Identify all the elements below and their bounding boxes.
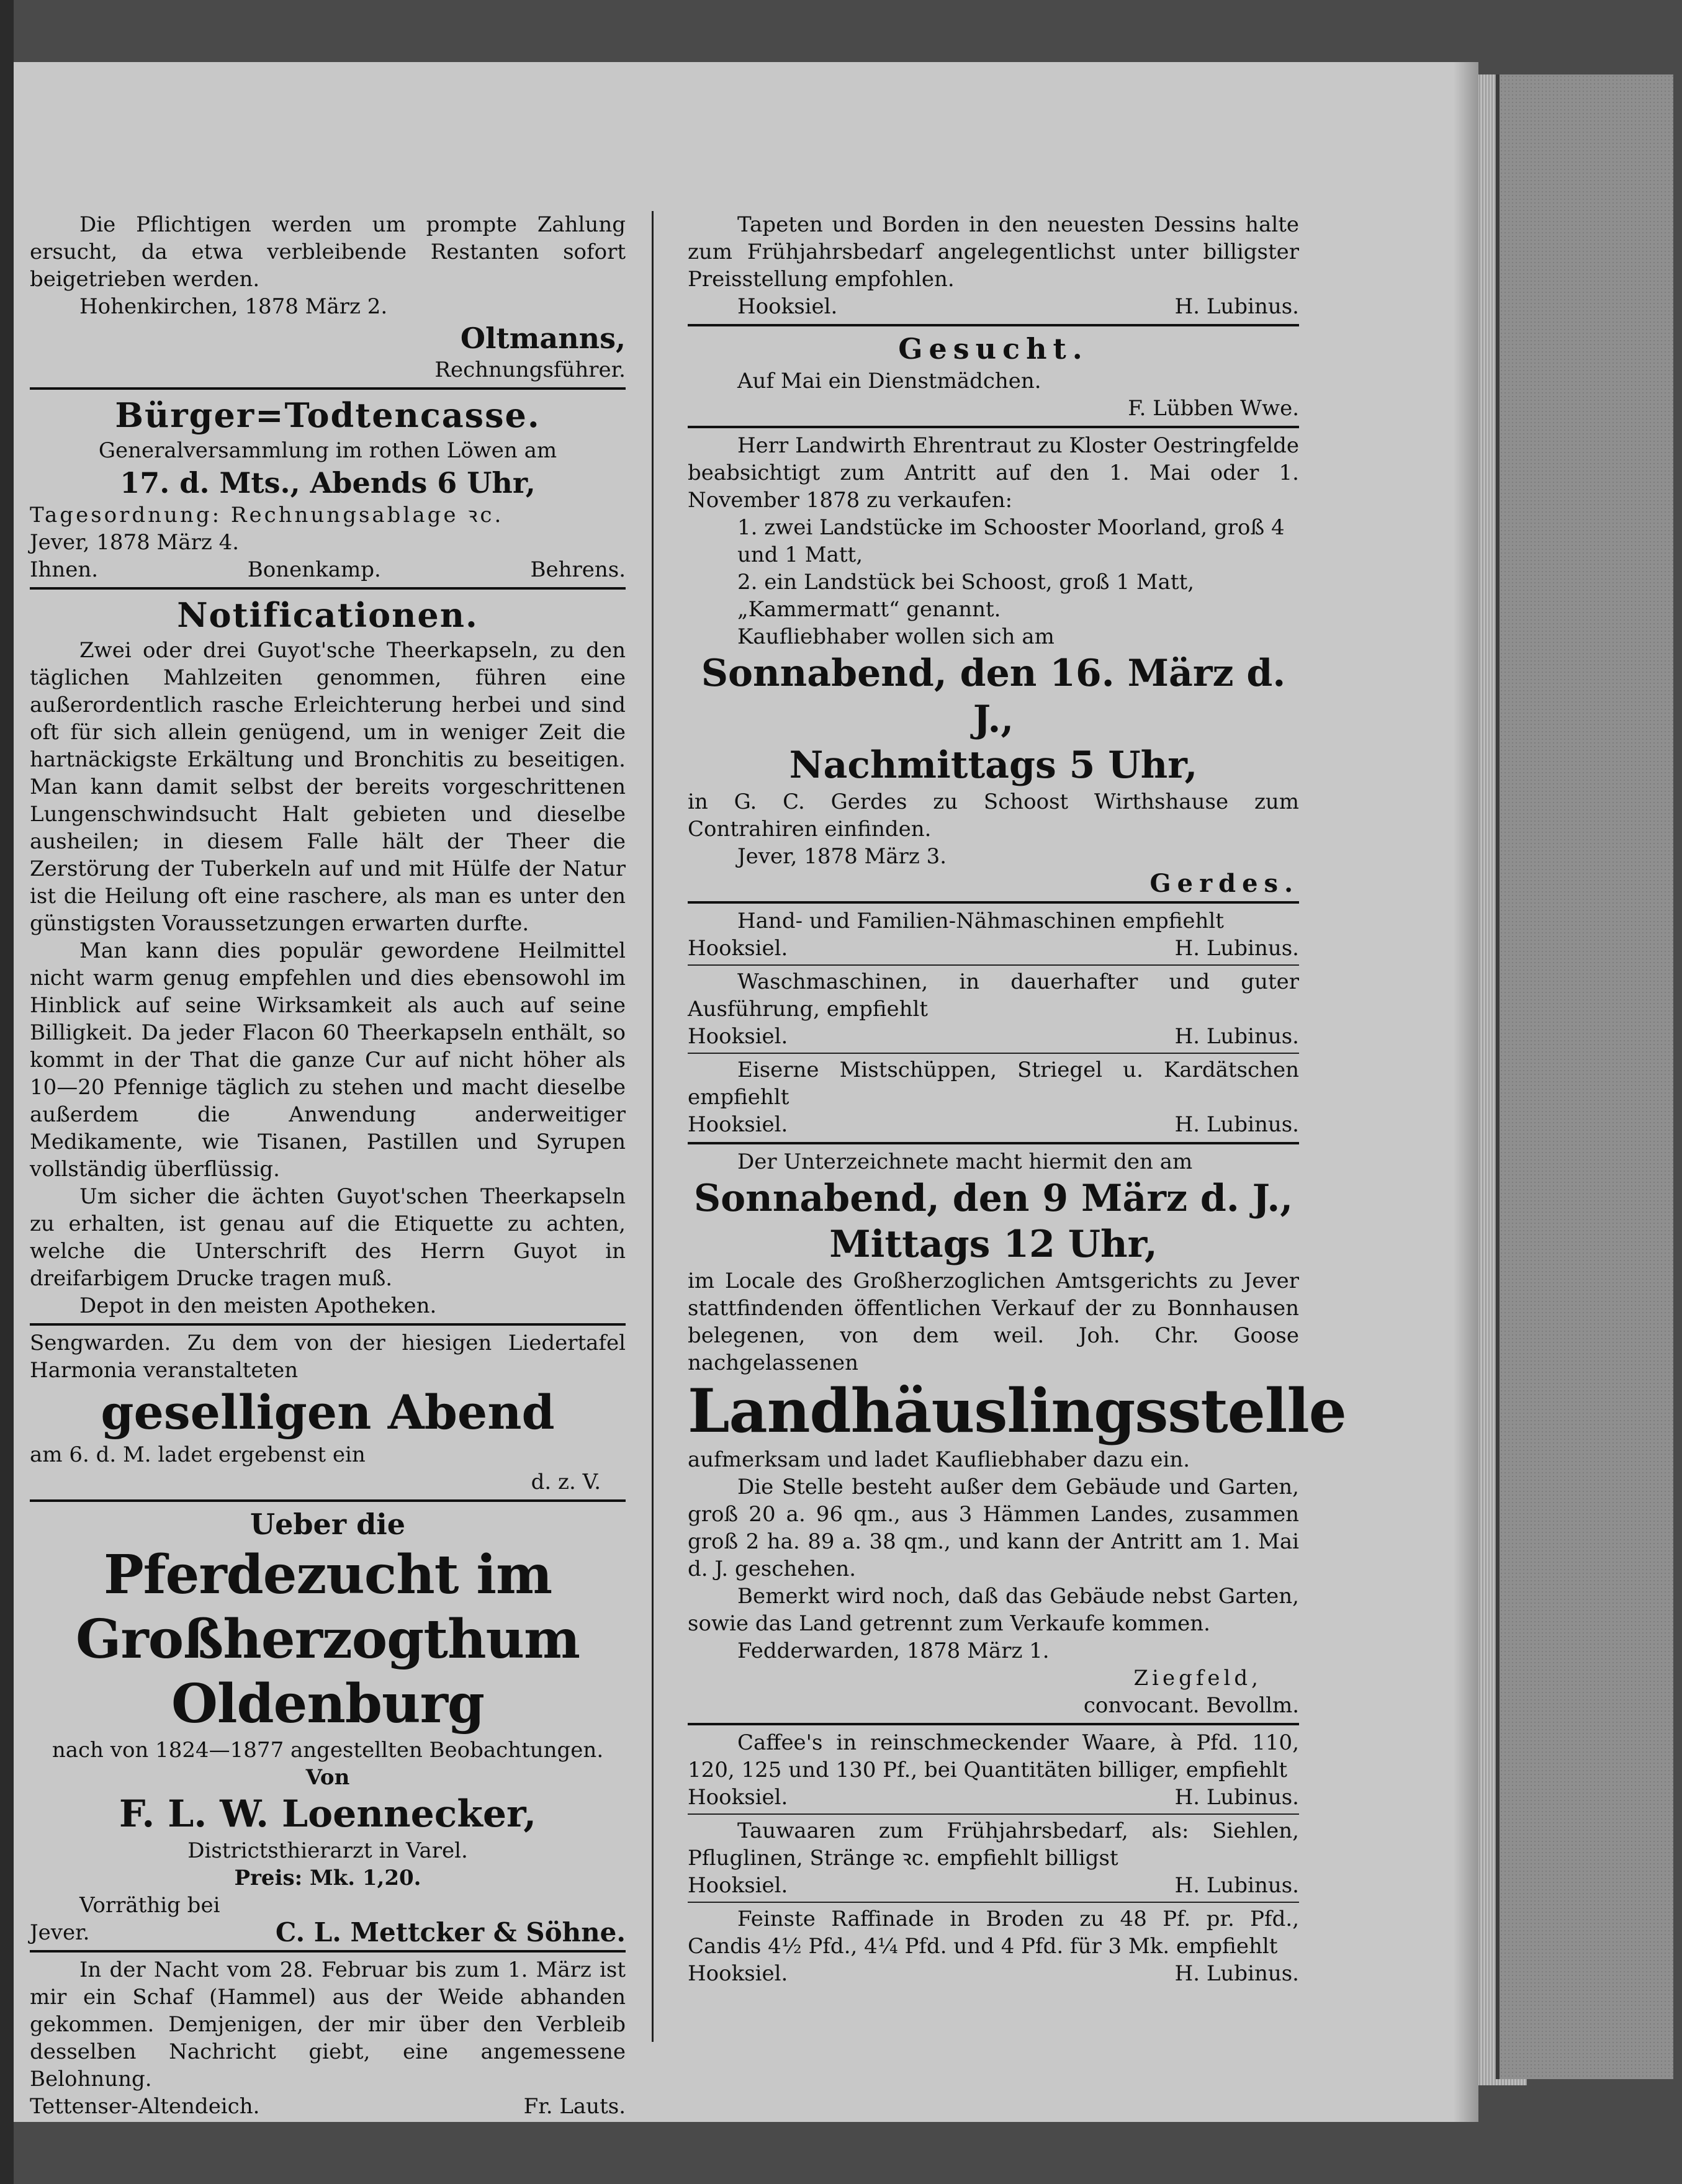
caffee-ad	[688, 1729, 1299, 1811]
naehmaschinen-place: Hooksiel.	[688, 936, 788, 961]
separator	[30, 1323, 626, 1326]
waschmaschinen-place: Hooksiel.	[688, 1024, 788, 1049]
waschmaschinen-text: Waschmaschinen, in dauerhafter und guter Ausführung, empfiehlt	[688, 969, 1299, 1022]
gutter-shadow	[1454, 62, 1478, 2122]
column-divider	[652, 211, 654, 2042]
gesucht-signer: F. Lübben Wwe.	[1128, 396, 1299, 421]
verkauf-text: im Locale des Großherzoglichen Amtsgerichts zu Jever stattfindenden öffentlichen Verkauf der zu Bonnhausen belegenen, von dem weil. Joh. Chr. Goose nachgelassenen	[688, 1269, 1299, 1375]
verkauf-headline: Landhäuslingsstelle	[688, 1376, 1346, 1446]
separator	[30, 1950, 626, 1953]
naehmaschinen-text: Hand- und Familien-Nähmaschinen empfiehlt	[737, 909, 1224, 933]
sheep-signer: Fr. Lauts.	[523, 2094, 626, 2119]
verkauf-date: Sonnabend, den 9 März d. J.,	[693, 1177, 1293, 1220]
book-subtitle: nach von 1824—1877 angestellten Beobachtungen.	[52, 1738, 604, 1763]
landwirth-date: Sonnabend, den 16. März d. J.,	[701, 652, 1286, 741]
tauwaaren-place: Hooksiel.	[688, 1873, 788, 1898]
sengwarden-ad	[30, 1329, 626, 1496]
caffee-sign-row	[688, 1784, 1299, 1811]
waschmaschinen-ad	[688, 968, 1299, 1050]
tauwaaren-text: Tauwaaren zum Frühjahrsbedarf, als: Siehlen, Pfluglinen, Stränge ꝛc. empfiehlt billigst	[688, 1818, 1299, 1871]
tapeten-signer: H. Lubinus.	[1174, 294, 1299, 319]
naehmaschinen-ad	[688, 907, 1299, 962]
tauwaaren-signer: H. Lubinus.	[1174, 1873, 1299, 1898]
caffee-text: Caffee's in reinschmeckender Waare, à Pfd. 110, 120, 125 und 130 Pf., bei Quantitäten billiger, empfiehlt	[688, 1730, 1299, 1782]
verkauf-signer-role: convocant. Bevollm.	[1083, 1693, 1299, 1718]
right-column	[688, 211, 1346, 1987]
mistschueppen-place: Hooksiel.	[688, 1112, 788, 1137]
tauwaaren-sign-row	[688, 1872, 1299, 1899]
gesucht-text: Auf Mai ein Dienstmädchen.	[737, 369, 1041, 393]
raffinade-text: Feinste Raffinade in Broden zu 48 Pf. pr. Pfd., Candis 4½ Pfd., 4¼ Pfd. und 4 Pfd. für 3 Mk. empfiehlt	[688, 1907, 1299, 1959]
sengwarden-intro: Sengwarden. Zu dem von der hiesigen Liedertafel Harmonia veranstalteten	[30, 1331, 626, 1383]
todtencasse-signers	[30, 556, 626, 583]
notifications-p3: Um sicher die ächten Guyot'schen Theerkapseln zu erhalten, ist genau auf die Etiquette zu achten, welche die Unterschrift des Herrn Guyot in dreifarbigem Drucke tragen muß.	[30, 1184, 626, 1291]
notifications-title: Notificationen.	[177, 595, 479, 635]
sheep-place: Tettenser-Altendeich.	[30, 2094, 260, 2119]
verkauf-intro: Der Unterzeichnete macht hiermit den am	[737, 1149, 1193, 1174]
tapeten-sign-row	[688, 293, 1299, 320]
separator	[688, 901, 1299, 904]
separator	[688, 324, 1299, 326]
verkauf-p3: Bemerkt wird noch, daß das Gebäude nebst Garten, sowie das Land getrennt zum Verkaufe kommen.	[688, 1584, 1299, 1636]
payment-text: Die Pflichtigen werden um prompte Zahlung ersucht, da etwa verbleibende Restanten sofort beigetrieben werden.	[30, 212, 626, 292]
book-place: Jever.	[30, 1920, 90, 1945]
raffinade-signer: H. Lubinus.	[1174, 1961, 1299, 1986]
separator	[688, 1723, 1299, 1725]
landwirth-signer: Gerdes.	[1149, 869, 1299, 898]
left-column	[30, 211, 626, 2120]
book-stock: Vorräthig bei	[79, 1893, 220, 1918]
todtencasse-line1: Generalversammlung im rothen Löwen am	[98, 438, 557, 463]
mistschueppen-sign-row	[688, 1111, 1299, 1138]
separator	[688, 1813, 1299, 1815]
landwirth-location: in G. C. Gerdes zu Schoost Wirthshause zum Contrahiren einfinden.	[688, 789, 1299, 842]
landwirth-ad	[688, 432, 1299, 897]
verkauf-p2: Die Stelle besteht außer dem Gebäude und Garten, groß 20 a. 96 qm., aus 3 Hämmen Landes, zusammen groß 2 ha. 89 a. 38 qm., und kann der Antritt am 1. Mai d. J. geschehen.	[688, 1475, 1299, 1581]
sengwarden-signer: d. z. V.	[531, 1470, 601, 1494]
landwirth-item1: 1. zwei Landstücke im Schooster Moorland, groß 4 und 1 Matt,	[737, 515, 1285, 567]
landwirth-buyers: Kaufliebhaber wollen sich am	[737, 624, 1055, 649]
todtencasse-place-date: Jever, 1878 März 4.	[30, 530, 240, 555]
book-by: Von	[305, 1765, 350, 1790]
sheep-notice	[30, 1956, 626, 2120]
sengwarden-headline: geselligen Abend	[101, 1385, 555, 1440]
book-pre: Ueber die	[250, 1508, 405, 1541]
book-cover	[1496, 74, 1673, 2079]
separator	[688, 964, 1299, 966]
waschmaschinen-signer: H. Lubinus.	[1174, 1024, 1299, 1049]
raffinade-ad	[688, 1905, 1299, 1987]
landwirth-text: Herr Landwirth Ehrentraut zu Kloster Oestringfelde beabsichtigt zum Antritt auf den 1. Mai oder 1. November 1878 zu verkaufen:	[688, 433, 1299, 513]
caffee-signer: H. Lubinus.	[1174, 1785, 1299, 1810]
verkauf-place-date: Fedderwarden, 1878 März 1.	[737, 1638, 1050, 1663]
landwirth-place-date: Jever, 1878 März 3.	[737, 844, 947, 869]
tapeten-text: Tapeten und Borden in den neuesten Dessins halte zum Frühjahrsbedarf angelegentlichst unter billigster Preisstellung empfohlen.	[688, 212, 1299, 292]
payment-signer-role: Rechnungsführer.	[434, 357, 626, 382]
landwirth-time: Nachmittags 5 Uhr,	[789, 744, 1198, 787]
book-title: Pferdezucht im Großherzogthum Oldenburg	[75, 1544, 580, 1735]
separator	[30, 1499, 626, 1502]
book-price: Preis: Mk. 1,20.	[234, 1866, 421, 1890]
tapeten-place: Hooksiel.	[737, 294, 838, 319]
sengwarden-text: am 6. d. M. ladet ergebenst ein	[30, 1442, 366, 1467]
left-edge	[0, 0, 14, 2184]
gesucht-ad	[688, 330, 1299, 422]
mistschueppen-signer: H. Lubinus.	[1174, 1112, 1299, 1137]
verkauf-time: Mittags 12 Uhr,	[829, 1223, 1158, 1266]
book-ad	[30, 1506, 626, 1946]
payment-notice	[30, 211, 626, 384]
tauwaaren-ad	[688, 1817, 1299, 1899]
tapeten-ad	[688, 211, 1299, 320]
todtencasse-title: Bürger=Todtencasse.	[115, 395, 541, 435]
sheep-text: In der Nacht vom 28. Februar bis zum 1. März ist mir ein Schaf (Hammel) aus der Weide abhanden gekommen. Demjenigen, der mir über den Verbleib desselben Nachricht giebt, eine angemessene Belohnung.	[30, 1957, 626, 2092]
landwirth-item2: 2. ein Landstück bei Schoost, groß 1 Matt, „Kammermatt“ genannt.	[737, 570, 1195, 622]
sheep-sign-row	[30, 2093, 626, 2120]
separator	[688, 1902, 1299, 1903]
raffinade-sign-row	[688, 1960, 1299, 1987]
raffinade-place: Hooksiel.	[688, 1961, 788, 1986]
separator	[30, 387, 626, 390]
signer-bonenkamp: Bonenkamp.	[247, 557, 381, 582]
waschmaschinen-sign-row	[688, 1023, 1299, 1050]
todtencasse-agenda: Tagesordnung: Rechnungsablage ꝛc.	[30, 503, 504, 528]
gesucht-title: Gesucht.	[898, 332, 1089, 366]
separator	[688, 426, 1299, 428]
separator	[688, 1142, 1299, 1144]
separator	[688, 1053, 1299, 1054]
naehmaschinen-signer: H. Lubinus.	[1174, 936, 1299, 961]
book-seller: C. L. Mettcker & Söhne.	[275, 1917, 626, 1948]
book-author: F. L. W. Loennecker,	[119, 1792, 537, 1836]
payment-place-date: Hohenkirchen, 1878 März 2.	[79, 294, 388, 319]
signer-behrens: Behrens.	[530, 557, 626, 582]
notifications-p2: Man kann dies populär gewordene Heilmittel nicht warm genug empfehlen und dies ebensowohl im Hinblick auf seine Wirksamkeit als auch auf seine Billigkeit. Da jeder Flacon 60 Theerkapseln enthält, so kommt in der That die ganze Cur auf nicht höher als 10—20 Pfennige täglich zu stehen und macht dieselbe außerdem die Anwendung anderweitiger Medikamente, wie Tisanen, Pastillen und Syrupen vollständig überflüssig.	[30, 938, 626, 1182]
separator	[30, 587, 626, 590]
verkauf-text2: aufmerksam und ladet Kaufliebhaber dazu ein.	[688, 1447, 1190, 1472]
naehmaschinen-sign-row	[688, 935, 1299, 962]
book-seller-row	[30, 1919, 626, 1946]
notifications-depot: Depot in den meisten Apotheken.	[79, 1293, 437, 1318]
signer-ihnen: Ihnen.	[30, 557, 99, 582]
mistschueppen-text: Eiserne Mistschüppen, Striegel u. Kardätschen empfiehlt	[688, 1058, 1299, 1110]
payment-signer: Oltmanns,	[460, 321, 626, 355]
mistschueppen-ad	[688, 1056, 1299, 1138]
caffee-place: Hooksiel.	[688, 1785, 788, 1810]
verkauf-signer: Ziegfeld,	[1133, 1666, 1262, 1691]
notifications-ad	[30, 593, 626, 1319]
verkauf-ad	[688, 1148, 1346, 1719]
todtencasse-notice	[30, 393, 626, 583]
book-author-role: Districtsthierarzt in Varel.	[187, 1838, 468, 1863]
todtencasse-date: 17. d. Mts., Abends 6 Uhr,	[120, 466, 536, 500]
notifications-p1: Zwei oder drei Guyot'sche Theerkapseln, zu den täglichen Mahlzeiten genommen, führen eine außerordentlich rasche Erleichterung herbei und sind oft für sich allein genügend, um in weniger Zeit die hartnäckigste Erkältung und Bronchitis zu beseitigen. Man kann damit selbst der bereits vorgeschrittenen Lungenschwindsucht Halt gebieten und dieselbe ausheilen; in diesem Falle hält der Theer die Zerstörung der Tuberkeln auf und mit Hülfe der Natur ist die Heilung oft eine raschere, als man es unter den günstigsten Voraussetzungen erwarten durfte.	[30, 638, 626, 936]
